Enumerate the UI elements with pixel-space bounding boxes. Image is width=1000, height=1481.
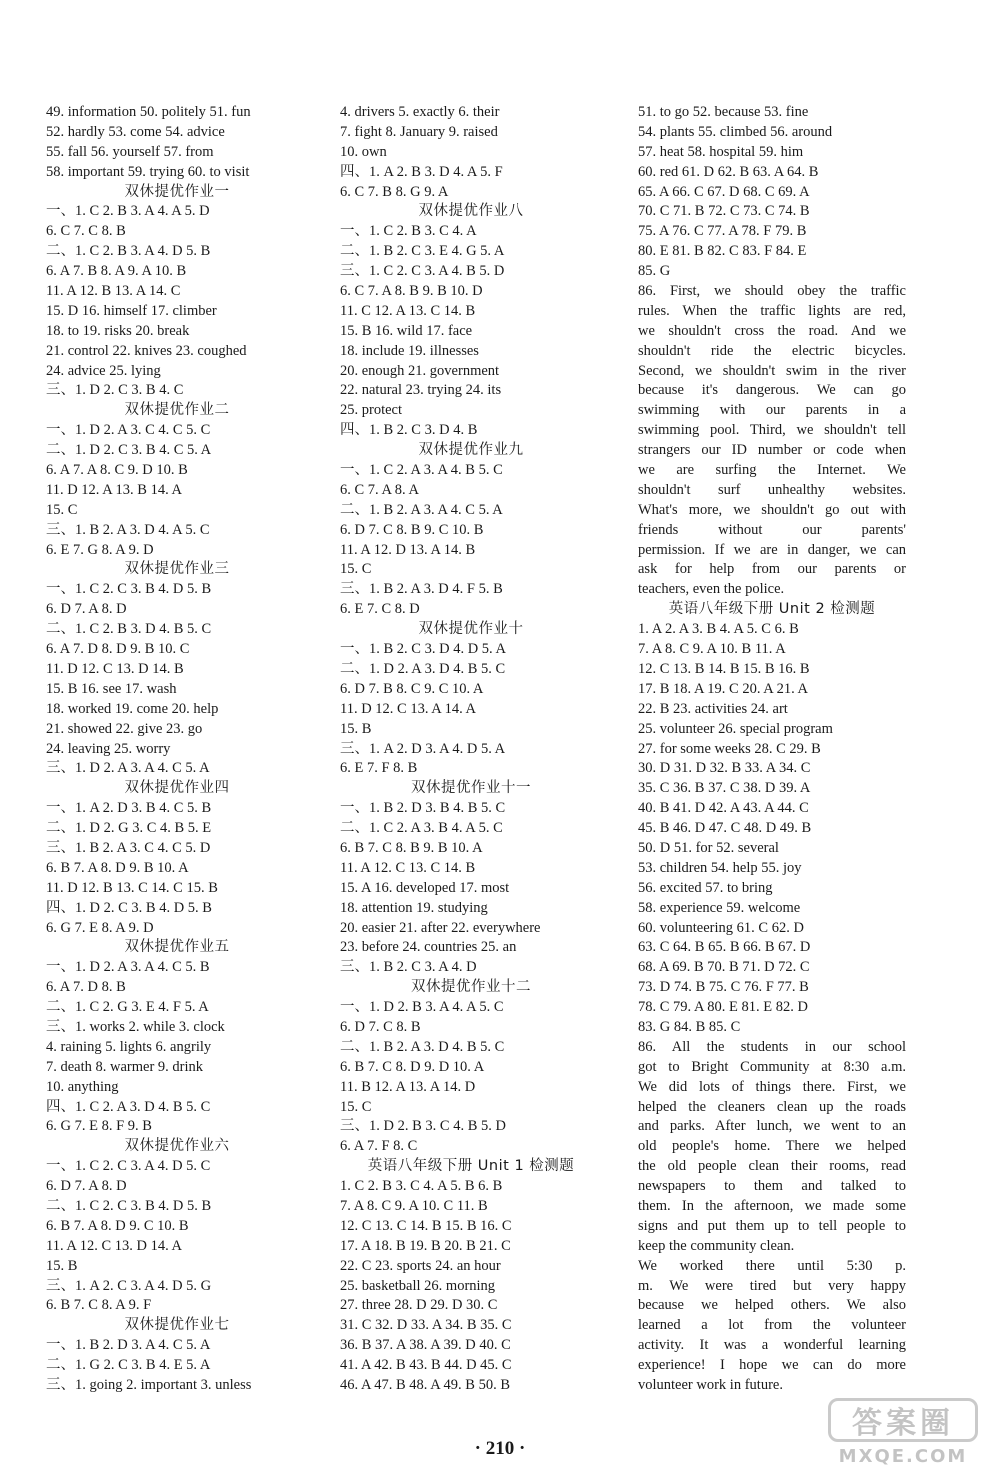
watermark-logo-text: 答案圈 [828,1398,978,1442]
essay-line: Second, we shouldn't swim in the river [638,362,906,379]
answer-line: 6. B 7. A 8. D 9. B 10. A [46,859,189,876]
answer-line: 6. A 7. F 8. C [340,1138,418,1155]
answer-line: 11. A 12. B 13. A 14. C [46,283,181,300]
answer-line: 57. heat 58. hospital 59. him [638,143,804,160]
answer-line: 二、1. B 2. A 3. D 4. B 5. C [340,1038,505,1055]
essay-line: teachers, even the police. [638,581,785,598]
answer-line: 二、1. D 2. G 3. C 4. B 5. E [46,820,212,837]
essay-line: shouldn't ride the electric bicycles. [638,342,906,359]
answer-line: 12. C 13. B 14. B 15. B 16. B [638,660,810,677]
answer-line: 22. B 23. activities 24. art [638,700,788,717]
answer-line: 一、1. B 2. C 3. D 4. D 5. A [340,641,506,658]
answer-line: 二、1. C 2. B 3. A 4. D 5. B [46,243,211,260]
answer-line: 四、1. C 2. A 3. D 4. B 5. C [46,1098,211,1115]
essay-line: swimming with our parents in a [638,402,906,419]
answer-line: 二、1. B 2. C 3. E 4. G 5. A [340,243,505,260]
answer-line: 58. important 59. trying 60. to visit [46,163,250,180]
answer-line: 6. E 7. G 8. A 9. D [46,541,154,558]
answer-line: 12. C 13. C 14. B 15. B 16. C [340,1217,512,1234]
answer-line: 6. A 7. A 8. C 9. D 10. B [46,462,188,479]
answer-line: 一、1. C 2. A 3. A 4. B 5. C [340,462,503,479]
essay-line: because it's dangerous. We can go [638,382,906,399]
essay-line: the old people clean their rooms, read [638,1158,906,1175]
answer-line: 49. information 50. politely 51. fun [46,104,251,120]
answer-line: 一、1. A 2. D 3. B 4. C 5. B [46,800,212,817]
answer-line: 10. anything [46,1078,119,1095]
answer-line: 15. B 16. see 17. wash [46,680,177,697]
answer-column-left [46,103,308,1396]
essay-line: experience! I hope we can do more [638,1357,906,1374]
answer-line: 7. fight 8. January 9. raised [340,123,498,140]
answer-line: 6. D 7. C 8. B [340,1018,421,1035]
answer-line: 6. G 7. E 8. A 9. D [46,919,154,936]
answer-line: 三、1. B 2. A 3. D 4. F 5. B [340,581,503,598]
answer-column-right [638,103,906,1396]
answer-line: 60. red 61. D 62. B 63. A 64. B [638,163,819,180]
section-heading: 英语八年级下册 Unit 1 检测题 [367,1158,575,1175]
answer-line: 36. B 37. A 38. A 39. D 40. C [340,1337,511,1354]
answer-line: 30. D 31. D 32. B 33. A 34. C [638,760,811,777]
answer-line: 三、1. D 2. B 3. C 4. B 5. D [340,1118,506,1135]
answer-line: 6. C 7. C 8. B [46,223,126,240]
answer-line: 一、1. D 2. A 3. A 4. C 5. B [46,959,210,976]
answer-line: 52. hardly 53. come 54. advice [46,123,225,140]
essay-line: ask for help from our parents or [638,561,906,578]
section-heading: 双休提优作业二 [124,402,230,419]
answer-line: 31. C 32. D 33. A 34. B 35. C [340,1317,512,1334]
section-heading: 双休提优作业十 [418,621,524,638]
answer-line: 22. C 23. sports 24. an hour [340,1257,501,1274]
answer-line: 68. A 69. B 70. B 71. D 72. C [638,959,810,976]
answer-line: 27. for some weeks 28. C 29. B [638,740,821,757]
answer-line: 二、1. G 2. C 3. B 4. E 5. A [46,1357,211,1374]
answer-line: 三、1. B 2. A 3. D 4. A 5. C [46,521,210,538]
answer-line: 10. own [340,143,387,160]
answer-line: 15. B 16. wild 17. face [340,322,473,339]
answer-line: 11. A 12. C 13. D 14. A [46,1237,183,1254]
answer-line: 二、1. D 2. C 3. B 4. C 5. A [46,442,212,459]
answer-line: 70. C 71. B 72. C 73. C 74. B [638,203,810,220]
answer-line: 15. C [340,561,372,578]
answer-line: 6. B 7. C 8. B 9. B 10. A [340,839,483,856]
essay-line: 86. All the students in our school [638,1038,906,1055]
essay-line: What's more, we shouldn't go out with [638,501,906,518]
answer-line: 三、1. C 2. C 3. A 4. B 5. D [340,263,505,280]
answer-line: 50. D 51. for 52. several [638,839,779,856]
answer-line: 7. A 8. C 9. A 10. C 11. B [340,1197,488,1214]
answer-line: 6. A 7. D 8. D 9. B 10. C [46,641,190,658]
answer-line: 53. children 54. help 55. joy [638,859,802,876]
essay-line: shouldn't surf unhealthy websites. [638,481,906,498]
answer-line: 40. B 41. D 42. A 43. A 44. C [638,800,809,817]
essay-line: learned a lot from the volunteer [638,1317,906,1334]
essay-line: them. In the afternoon, we made some [638,1197,906,1214]
section-heading: 双休提优作业十一 [411,780,531,797]
answer-line: 11. A 12. D 13. A 14. B [340,541,476,558]
answer-line: 一、1. C 2. C 3. A 4. D 5. C [46,1158,211,1175]
answer-line: 11. D 12. A 13. B 14. A [46,481,183,498]
answer-line: 20. easier 21. after 22. everywhere [340,919,541,936]
answer-line: 21. showed 22. give 23. go [46,720,203,737]
essay-line: got to Bright Community at 8:30 a.m. [638,1058,906,1075]
answer-line: 80. E 81. B 82. C 83. F 84. E [638,243,807,260]
essay-line: rules. When the traffic lights are red, [638,302,906,319]
answer-line: 二、1. C 2. C 3. B 4. D 5. B [46,1197,212,1214]
section-heading: 双休提优作业六 [124,1138,230,1155]
section-heading: 双休提优作业五 [124,939,230,956]
answer-line: 73. D 74. B 75. C 76. F 77. B [638,979,809,996]
answer-line: 一、1. C 2. B 3. A 4. A 5. D [46,203,210,220]
answer-line: 6. E 7. C 8. D [340,601,420,618]
answer-line: 7. A 8. C 9. A 10. B 11. A [638,641,786,658]
answer-line: 6. C 7. A 8. B 9. B 10. D [340,283,483,300]
essay-line: and parks. After lunch, we went to an [638,1118,906,1135]
answer-line: 25. volunteer 26. special program [638,720,833,737]
answer-line: 15. B [46,1257,78,1274]
section-heading: 双休提优作业八 [418,203,524,220]
answer-line: 6. D 7. B 8. C 9. C 10. A [340,680,484,697]
essay-line: volunteer work in future. [638,1377,783,1393]
answer-line: 21. control 22. knives 23. coughed [46,342,247,359]
answer-line: 83. G 84. B 85. C [638,1018,741,1035]
answer-line: 11. D 12. C 13. A 14. A [340,700,477,717]
answer-line: 18. include 19. illnesses [340,342,479,359]
answer-line: 55. fall 56. yourself 57. from [46,143,214,160]
answer-line: 58. experience 59. welcome [638,899,801,916]
answer-line: 24. advice 25. lying [46,362,161,379]
answer-line: 17. B 18. A 19. C 20. A 21. A [638,680,809,697]
answer-line: 6. D 7. A 8. D [46,601,127,618]
watermark-site-text: MXQE.COM [838,1446,968,1467]
answer-line: 78. C 79. A 80. E 81. E 82. D [638,999,808,1016]
answer-column-middle [340,103,602,1396]
answer-line: 四、1. D 2. C 3. B 4. D 5. B [46,899,212,916]
answer-line: 6. C 7. B 8. G 9. A [340,183,449,200]
answer-line: 7. death 8. warmer 9. drink [46,1058,204,1075]
answer-line: 6. A 7. B 8. A 9. A 10. B [46,263,187,280]
answer-line: 65. A 66. C 67. D 68. C 69. A [638,183,810,200]
answer-line: 6. B 7. A 8. D 9. C 10. B [46,1217,189,1234]
section-heading: 双休提优作业九 [418,442,524,459]
answer-line: 35. C 36. B 37. C 38. D 39. A [638,780,811,797]
answer-line: 15. D 16. himself 17. climber [46,302,217,319]
answer-line: 三、1. B 2. C 3. A 4. D [340,959,477,976]
answer-line: 15. C [46,501,78,518]
answer-line: 11. B 12. A 13. A 14. D [340,1078,476,1095]
essay-line: permission. If we are in danger, we can [638,541,906,558]
answer-line: 1. A 2. A 3. B 4. A 5. C 6. B [638,621,799,638]
answer-line: 23. before 24. countries 25. an [340,939,517,956]
answer-line: 三、1. D 2. A 3. A 4. C 5. A [46,760,210,777]
answer-line: 一、1. C 2. C 3. B 4. D 5. B [46,581,212,598]
answer-line: 4. raining 5. lights 6. angrily [46,1038,212,1055]
essay-line: old people's home. There we helped [638,1138,906,1155]
answer-line: 6. D 7. C 8. B 9. C 10. B [340,521,484,538]
answer-line: 一、1. D 2. A 3. C 4. C 5. C [46,422,211,439]
answer-line: 三、1. A 2. C 3. A 4. D 5. G [46,1277,212,1294]
answer-line: 6. C 7. A 8. A [340,481,419,498]
answer-line: 6. B 7. C 8. A 9. F [46,1297,152,1314]
answer-line: 三、1. works 2. while 3. clock [46,1018,225,1035]
answer-line: 1. C 2. B 3. C 4. A 5. B 6. B [340,1178,503,1195]
essay-line: strangers our ID number or code when [638,442,906,459]
answer-line: 51. to go 52. because 53. fine [638,104,809,120]
section-heading: 双休提优作业七 [124,1317,230,1334]
answer-line: 一、1. D 2. B 3. A 4. A 5. C [340,999,504,1016]
essay-line: we are surfing the Internet. We [638,462,906,479]
essay-line: We did lots of things there. First, we [638,1078,906,1095]
section-heading: 双休提优作业三 [124,561,230,578]
answer-line: 二、1. D 2. A 3. D 4. B 5. C [340,660,506,677]
answer-line: 15. B [340,720,372,737]
answer-line: 41. A 42. B 43. B 44. D 45. C [340,1357,512,1374]
answer-line: 三、1. going 2. important 3. unless [46,1377,252,1393]
answer-line: 11. C 12. A 13. C 14. B [340,302,476,319]
answer-line: 22. natural 23. trying 24. its [340,382,502,399]
section-heading: 英语八年级下册 Unit 2 检测题 [668,601,876,618]
answer-line: 二、1. C 2. G 3. E 4. F 5. A [46,999,209,1016]
answer-line: 20. enough 21. government [340,362,500,379]
answer-line: 25. basketball 26. morning [340,1277,496,1294]
answer-line: 27. three 28. D 29. D 30. C [340,1297,498,1314]
answer-line: 25. protect [340,402,403,419]
answer-line: 6. D 7. A 8. D [46,1178,127,1195]
section-heading: 双休提优作业一 [124,183,230,200]
answer-line: 四、1. B 2. C 3. D 4. B [340,422,478,439]
answer-line: 63. C 64. B 65. B 66. B 67. D [638,939,811,956]
essay-line: helped the cleaners clean up the roads [638,1098,906,1115]
essay-line: 86. First, we should obey the traffic [638,283,906,300]
section-heading: 双休提优作业十二 [411,979,531,996]
essay-line: we shouldn't cross the road. And we [638,322,906,339]
answer-line: 二、1. C 2. A 3. B 4. A 5. C [340,820,503,837]
answer-line: 一、1. B 2. D 3. A 4. C 5. A [46,1337,211,1354]
answer-line: 4. drivers 5. exactly 6. their [340,104,500,120]
essay-line: friends without our parents' [638,521,906,538]
answer-line: 一、1. B 2. D 3. B 4. B 5. C [340,800,506,817]
answer-line: 18. worked 19. come 20. help [46,700,219,717]
answer-line: 11. D 12. C 13. D 14. B [46,660,184,677]
answer-line: 54. plants 55. climbed 56. around [638,123,833,140]
answer-line: 一、1. C 2. B 3. C 4. A [340,223,477,240]
answer-line: 四、1. A 2. B 3. D 4. A 5. F [340,163,503,180]
answer-line: 6. A 7. D 8. B [46,979,126,996]
section-heading: 双休提优作业四 [124,780,230,797]
answer-line: 75. A 76. C 77. A 78. F 79. B [638,223,807,240]
answer-line: 60. volunteering 61. C 62. D [638,919,804,936]
answer-line: 11. A 12. C 13. C 14. B [340,859,476,876]
essay-line: keep the community clean. [638,1237,795,1254]
answer-line: 二、1. B 2. A 3. A 4. C 5. A [340,501,503,518]
answer-line: 46. A 47. B 48. A 49. B 50. B [340,1377,511,1393]
answer-line: 18. attention 19. studying [340,899,488,916]
watermark-logo [828,1398,978,1470]
essay-line: signs and put them up to tell people to [638,1217,906,1234]
answer-line: 11. D 12. B 13. C 14. C 15. B [46,879,218,896]
answer-line: 15. C [340,1098,372,1115]
page-number: · 210 · [474,1438,526,1459]
answer-line: 18. to 19. risks 20. break [46,322,190,339]
answer-line: 6. G 7. E 8. F 9. B [46,1118,152,1135]
essay-line: m. We were tired but very happy [638,1277,906,1294]
answer-line: 二、1. C 2. B 3. D 4. B 5. C [46,621,212,638]
essay-line: because we helped others. We also [638,1297,906,1314]
essay-line: newspapers to them and talked to [638,1178,906,1195]
answer-line: 17. A 18. B 19. B 20. B 21. C [340,1237,511,1254]
answer-line: 三、1. A 2. D 3. A 4. D 5. A [340,740,506,757]
essay-line: activity. It was a wonderful learning [638,1337,906,1354]
answer-line: 三、1. B 2. A 3. C 4. C 5. D [46,839,211,856]
essay-line: swimming pool. Third, we shouldn't tell [638,422,906,439]
essay-line: We worked there until 5:30 p. [638,1257,906,1274]
answer-line: 45. B 46. D 47. C 48. D 49. B [638,820,812,837]
answer-line: 85. G [638,263,671,280]
answer-line: 三、1. D 2. C 3. B 4. C [46,382,184,399]
answer-line: 15. A 16. developed 17. most [340,879,510,896]
answer-line: 24. leaving 25. worry [46,740,171,757]
answer-line: 56. excited 57. to bring [638,879,773,896]
answer-line: 6. B 7. C 8. D 9. D 10. A [340,1058,485,1075]
answer-line: 6. E 7. F 8. B [340,760,418,777]
